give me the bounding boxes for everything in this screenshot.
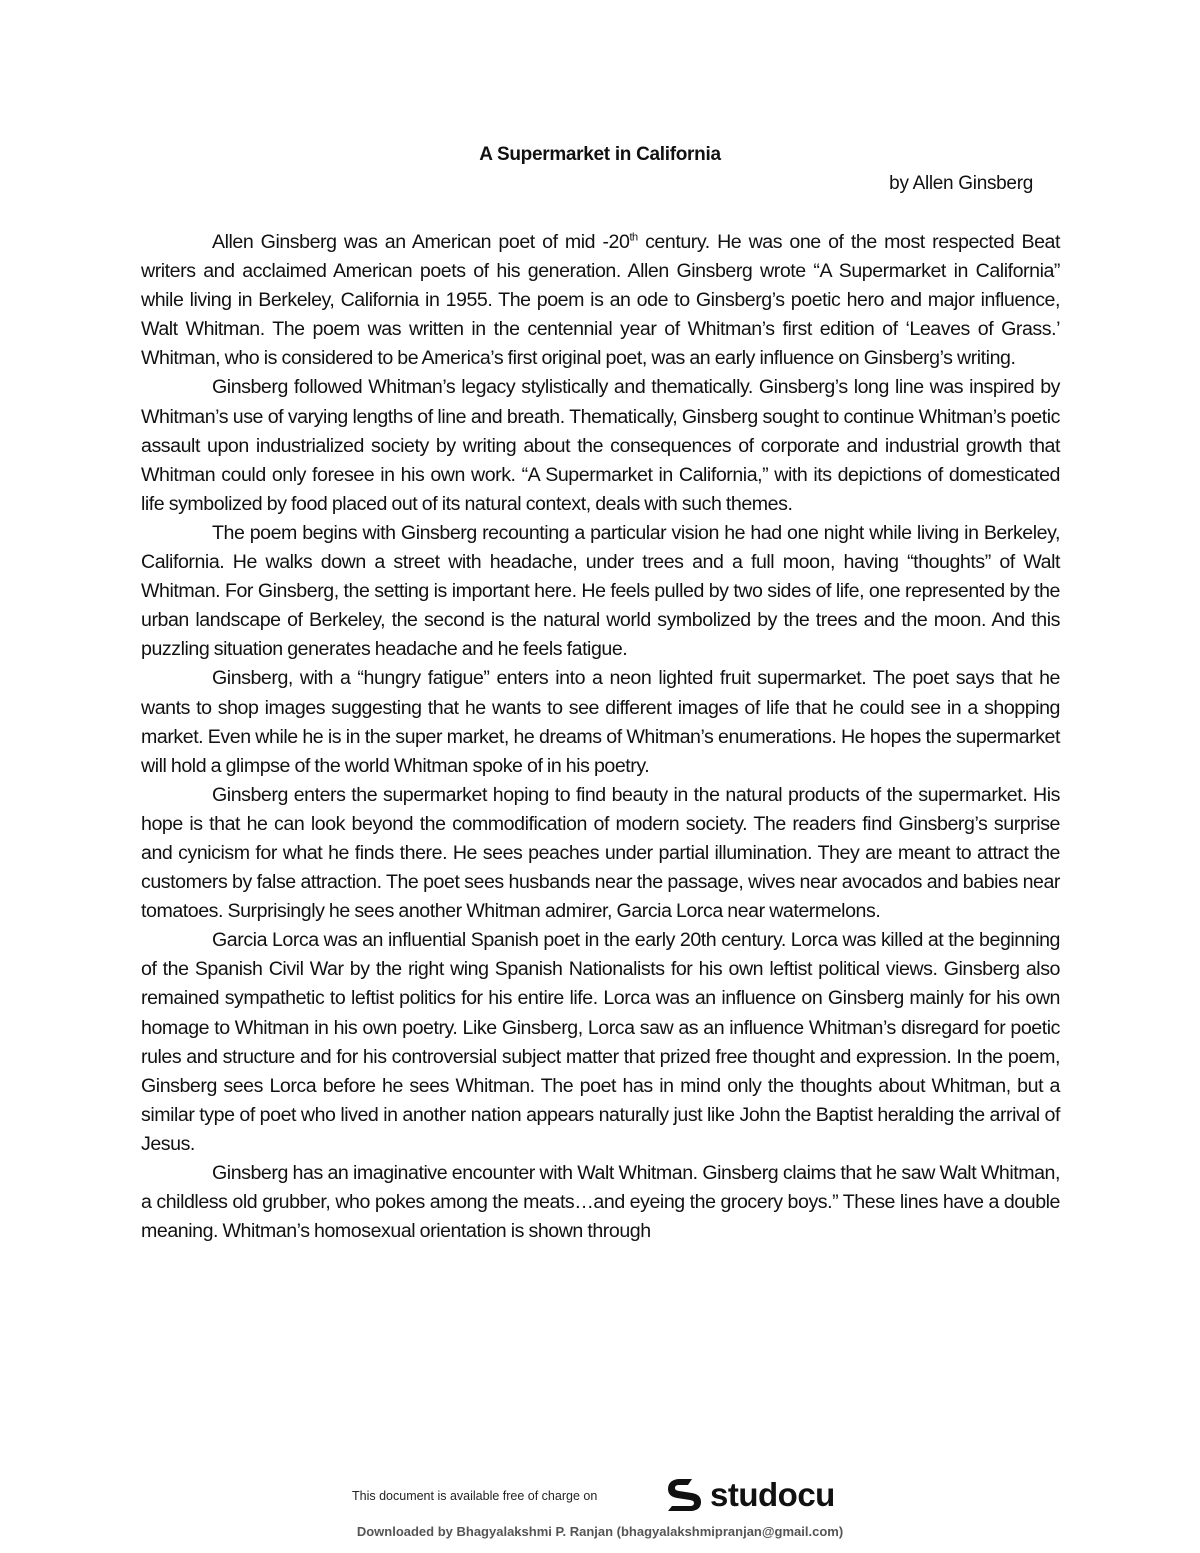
availability-notice: This document is available free of charge on — [352, 1489, 598, 1503]
paragraph — [141, 228, 1060, 373]
ordinal-superscript: th — [629, 231, 638, 244]
paragraph: Ginsberg followed Whitman’s legacy stylistically and thematically. Ginsberg’s long line was inspired by Whitman’s use of varying lengths of line and breath. Thematically, Ginsberg sought to continue Whitman’s poetic assault upon industrialized society by writing about the consequences of corporate and industrial growth that Whitman could only foresee in his own work. “A Supermarket in California,” with its depictions of domesticated life symbolized by food placed out of its natural context, deals with such themes. — [141, 376, 1060, 515]
studocu-logo-icon — [662, 1473, 706, 1517]
document-title: A Supermarket in California — [479, 144, 721, 165]
paragraph-text: century. He was one of the most respected Beat writers and acclaimed American poets of his generation. Allen Ginsberg wrote “A Supermarket in California” while living in Berkeley, California in 1955. The poem is an ode to Ginsberg’s poetic hero and major influence, Walt Whitman. The poem was written in the centennial year of Whitman’s first edition of ‘Leaves of Grass.’ Whitman, who is considered to be America’s first original poet, was an early influence on Ginsberg’s writing. — [141, 231, 1060, 370]
paragraph: Ginsberg enters the supermarket hoping to find beauty in the natural products of the supermarket. His hope is that he can look beyond the commodification of modern society. The readers find Ginsberg’s surprise and cynicism for what he finds there. He sees peaches under partial illumination. They are meant to attract the customers by false attraction. The poet sees husbands near the passage, wives near avocados and babies near tomatoes. Surprisingly he sees another Whitman admirer, Garcia Lorca near watermelons. — [141, 783, 1060, 923]
studocu-wordmark: studocu — [710, 1476, 835, 1513]
paragraph: Ginsberg has an imaginative encounter with Walt Whitman. Ginsberg claims that he saw Walt Whitman, a childless old grubber, who pokes among the meats…and eyeing the grocery boys.” These lines have a double meaning. Whitman’s homosexual orientation is shown through — [141, 1162, 1060, 1243]
studocu-logo[interactable] — [662, 1472, 835, 1518]
paragraph: Ginsberg, with a “hungry fatigue” enters into a neon lighted fruit supermarket. The poet says that he wants to shop images suggesting that he wants to see different images of life that he could see in a shopping market. Even while he is in the super market, he dreams of Whitman’s enumerations. He hopes the supermarket will hold a glimpse of the world Whitman spoke of in his poetry. — [141, 667, 1060, 777]
paragraph: Garcia Lorca was an influential Spanish poet in the early 20th century. Lorca was killed at the beginning of the Spanish Civil War by the right wing Spanish Nationalists for his own leftist political views. Ginsberg also remained sympathetic to leftist politics for his entire life. Lorca was an influence on Ginsberg mainly for his own homage to Whitman in his own poetry. Like Ginsberg, Lorca saw as an influence Whitman’s disregard for poetic rules and structure and for his controversial subject matter that prized free thought and expression. In the poem, Ginsberg sees Lorca before he sees Whitman. The poet has in mind only the thoughts about Whitman, but a similar type of poet who lived in another nation appears naturally just like John the Baptist heralding the arrival of Jesus. — [141, 929, 1060, 1155]
paragraph-text: Allen Ginsberg was an American poet of mid -20 — [212, 231, 630, 253]
download-attribution: Downloaded by Bhagyalakshmi P. Ranjan (bhagyalakshmipranjan@gmail.com) — [356, 1524, 844, 1539]
paragraph: The poem begins with Ginsberg recounting a particular vision he had one night while living in Berkeley, California. He walks down a street with headache, under trees and a full moon, having “thoughts” of Walt Whitman. For Ginsberg, the setting is important here. He feels pulled by two sides of life, one represented by the urban landscape of Berkeley, the second is the natural world symbolized by the trees and the moon. And this puzzling situation generates headache and he feels fatigue. — [141, 521, 1060, 661]
document-byline: by Allen Ginsberg — [889, 173, 1033, 194]
document-body — [141, 228, 1060, 1246]
